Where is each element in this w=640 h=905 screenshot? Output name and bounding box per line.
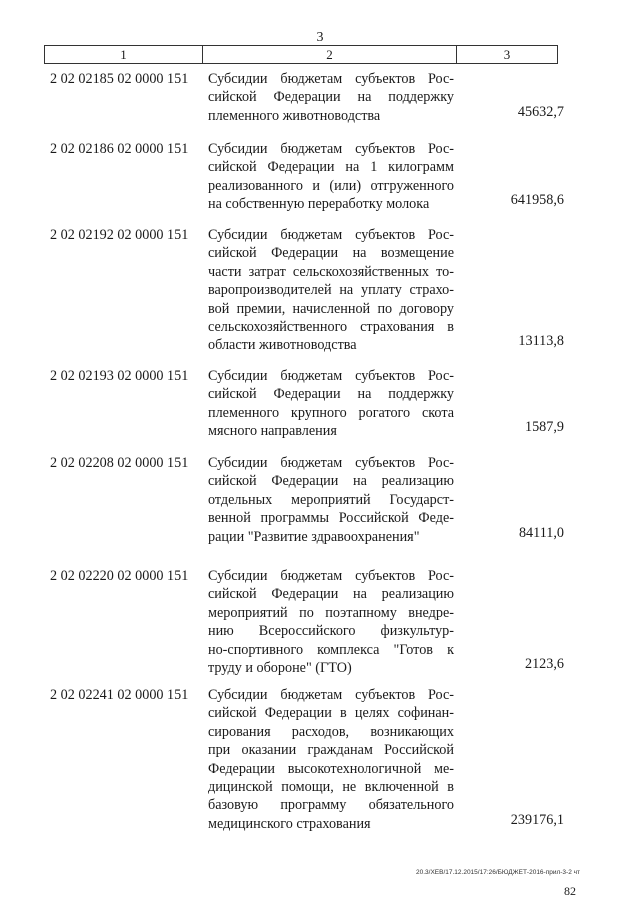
description-line: медицинского страхования xyxy=(208,815,371,832)
description-line: отдельных мероприятий Государст- xyxy=(208,491,454,508)
description-line: сийской Федерации на реализацию xyxy=(208,586,454,603)
revenue-code: 2 02 02186 02 0000 151 xyxy=(50,141,189,157)
description-line: Субсидии бюджетам субъектов Рос- xyxy=(208,687,454,703)
description-line: Субсидии бюджетам субъектов Рос- xyxy=(208,368,454,384)
revenue-code: 2 02 02193 02 0000 151 xyxy=(50,368,189,384)
revenue-code: 2 02 02208 02 0000 151 xyxy=(50,455,189,471)
description-line: племенного животноводства xyxy=(208,107,381,124)
description-line: мясного направления xyxy=(208,423,337,440)
description-line: Субсидии бюджетам субъектов Рос- xyxy=(208,141,454,157)
amount: 45632,7 xyxy=(517,103,564,120)
description-line: области животноводства xyxy=(208,337,357,354)
description-line: варопроизводителей на уплату страхо- xyxy=(208,282,454,299)
amount: 239176,1 xyxy=(510,811,564,828)
revenue-description xyxy=(208,686,454,833)
description-line: на собственную переработку молока xyxy=(208,196,430,213)
description-line: нию Всероссийского физкультур- xyxy=(208,623,454,640)
column-header-1: 1 xyxy=(45,46,203,63)
description-line: сельскохозяйственного страхования в xyxy=(208,319,454,336)
description-line: мероприятий по поэтапному внедре- xyxy=(208,604,454,621)
description-line: Субсидии бюджетам субъектов Рос- xyxy=(208,568,454,584)
description-line: части затрат сельскохозяйственных то- xyxy=(208,263,454,280)
description-line: Субсидии бюджетам субъектов Рос- xyxy=(208,71,454,87)
description-line: племенного крупного рогатого скота xyxy=(208,404,454,421)
amount: 1587,9 xyxy=(524,419,564,436)
column-header-3: 3 xyxy=(503,47,511,62)
revenue-description xyxy=(208,226,454,355)
amount: 13113,8 xyxy=(518,333,564,350)
footer-note: 20.3/ХЕВ/17.12.2015/17:26/БЮДЖЕТ-2016-прил-3-2 чт xyxy=(415,869,580,876)
description-line: рации "Развитие здравоохранения" xyxy=(208,528,420,545)
revenue-code: 2 02 02241 02 0000 151 xyxy=(50,687,189,703)
page-number: 3 xyxy=(316,30,324,45)
revenue-description xyxy=(208,567,454,677)
sheet-number: 82 xyxy=(564,884,576,898)
description-line: венной программы Российской Феде- xyxy=(208,510,454,527)
description-line: сийской Федерации на возмещение xyxy=(208,245,454,262)
revenue-code: 2 02 02220 02 0000 151 xyxy=(50,568,189,584)
revenue-code: 2 02 02185 02 0000 151 xyxy=(50,71,189,87)
revenue-description xyxy=(208,367,454,441)
description-line: сийской Федерации на поддержку xyxy=(208,386,454,403)
description-line: сирования расходов, возникающих xyxy=(208,723,454,740)
revenue-description xyxy=(208,70,454,125)
description-line: реализованного и (или) отгруженного xyxy=(208,177,454,194)
amount: 2123,6 xyxy=(524,656,564,672)
description-line: сийской Федерации на 1 килограмм xyxy=(208,159,454,176)
revenue-description xyxy=(208,140,454,214)
description-line: труду и обороне" (ГТО) xyxy=(208,660,352,677)
table-header xyxy=(44,45,558,64)
description-line: но-спортивного комплекса "Готов к xyxy=(208,641,454,658)
column-header-2: 2 xyxy=(203,46,457,63)
description-line: сийской Федерации на поддержку xyxy=(208,89,454,106)
description-line: вой премии, начисленной по договору xyxy=(208,300,454,317)
description-line: Субсидии бюджетам субъектов Рос- xyxy=(208,227,454,243)
description-line: при оказании гражданам Российской xyxy=(208,742,454,759)
amount: 84111,0 xyxy=(518,524,564,541)
description-line: дицинской помощи, не включенной в xyxy=(208,779,454,796)
revenue-description xyxy=(208,454,454,546)
description-line: сийской Федерации в целях софинан- xyxy=(208,705,454,722)
description-line: сийской Федерации на реализацию xyxy=(208,473,454,490)
description-line: базовую программу обязательного xyxy=(208,797,454,814)
revenue-code: 2 02 02192 02 0000 151 xyxy=(50,227,189,243)
amount: 641958,6 xyxy=(510,192,564,209)
description-line: Субсидии бюджетам субъектов Рос- xyxy=(208,455,454,471)
description-line: Федерации высокотехнологичной ме- xyxy=(208,760,454,777)
